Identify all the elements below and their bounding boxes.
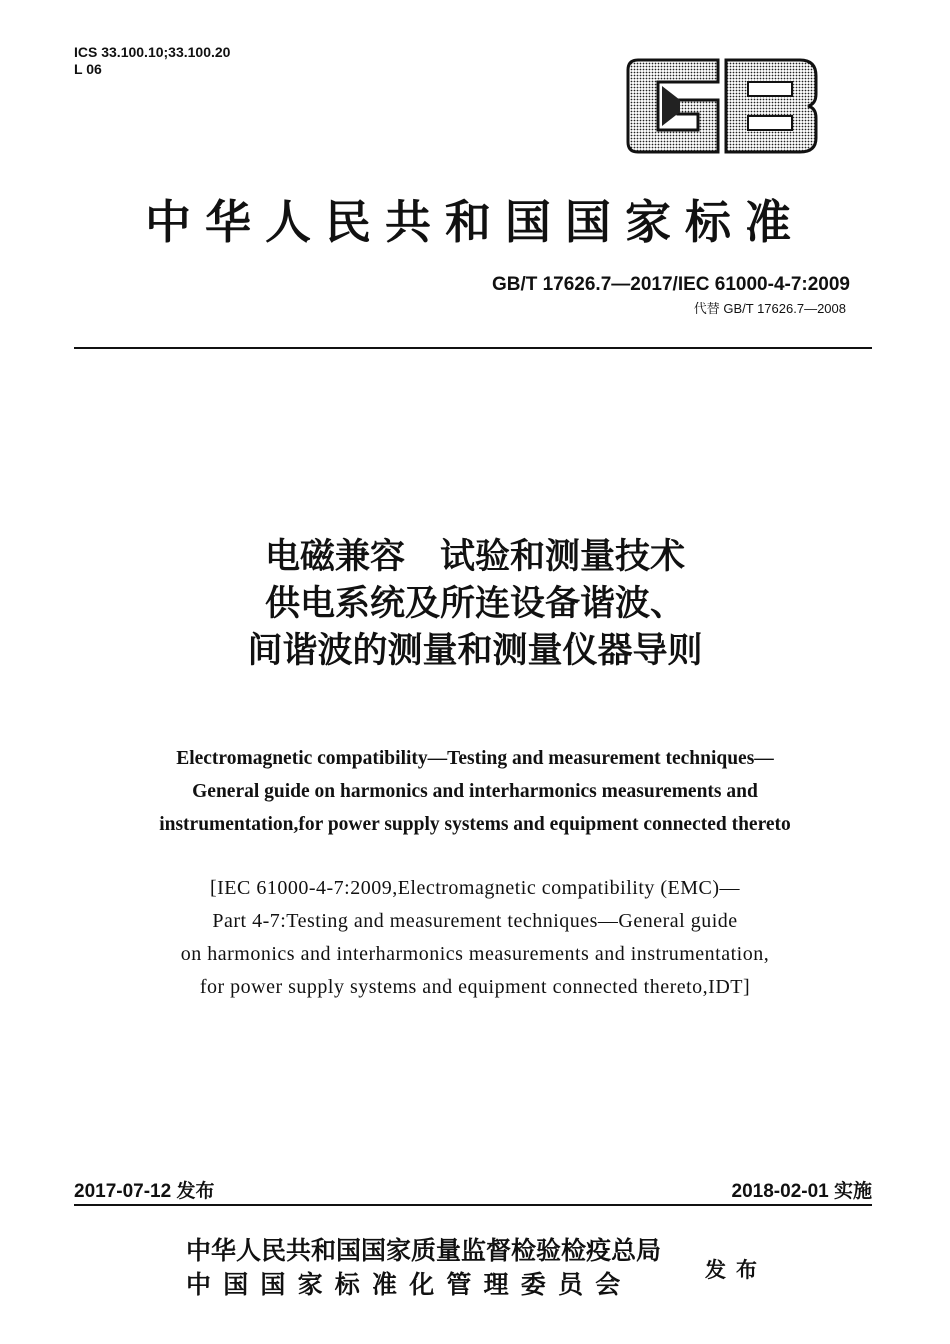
publishers [186, 1234, 661, 1302]
gb-logo [624, 56, 820, 156]
header-divider [74, 347, 872, 349]
national-standard-title: 中华人民共和国国家标准 [145, 195, 805, 249]
footer-divider [74, 1204, 872, 1206]
publish-label: 发布 [705, 1257, 767, 1282]
chinese-title-line: 供电系统及所连设备谐波、 [264, 584, 685, 624]
english-title [60, 742, 890, 841]
issue-date: 2017-07-12 发布 [74, 1181, 215, 1202]
english-title-line: General guide on harmonics and interharmonics measurements and [192, 781, 758, 802]
publisher-aqsiq: 中华人民共和国国家质量监督检验检疫总局 [186, 1236, 662, 1265]
chinese-title [80, 534, 870, 675]
publisher-sac: 中国国家标准化管理委员会 [186, 1270, 633, 1299]
classification-codes [74, 44, 230, 78]
iec-reference-line: on harmonics and interharmonics measurements and instrumentation, [180, 943, 770, 965]
iec-reference-line: [IEC 61000-4-7:2009,Electromagnetic compatibility (EMC)— [209, 877, 741, 899]
chinese-title-line: 间谐波的测量和测量仪器导则 [247, 631, 703, 671]
english-title-line: instrumentation,for power supply systems and equipment connected thereto [159, 814, 791, 835]
standard-number: GB/T 17626.7—2017/IEC 61000-4-7:2009 [491, 274, 850, 295]
ccs-code: L 06 [74, 61, 102, 77]
replaces-standard: 代替 GB/T 17626.7—2008 [693, 301, 846, 316]
implementation-date: 2018-02-01 实施 [731, 1181, 872, 1202]
ics-code: ICS 33.100.10;33.100.20 [74, 44, 231, 60]
chinese-title-line: 电磁兼容 试验和测量技术 [264, 537, 685, 577]
iec-reference-line: Part 4-7:Testing and measurement techniques—General guide [212, 910, 738, 932]
iec-reference-line: for power supply systems and equipment connected thereto,IDT] [199, 976, 751, 998]
english-title-line: Electromagnetic compatibility—Testing and measurement techniques— [176, 748, 774, 769]
iec-reference [60, 872, 890, 1004]
